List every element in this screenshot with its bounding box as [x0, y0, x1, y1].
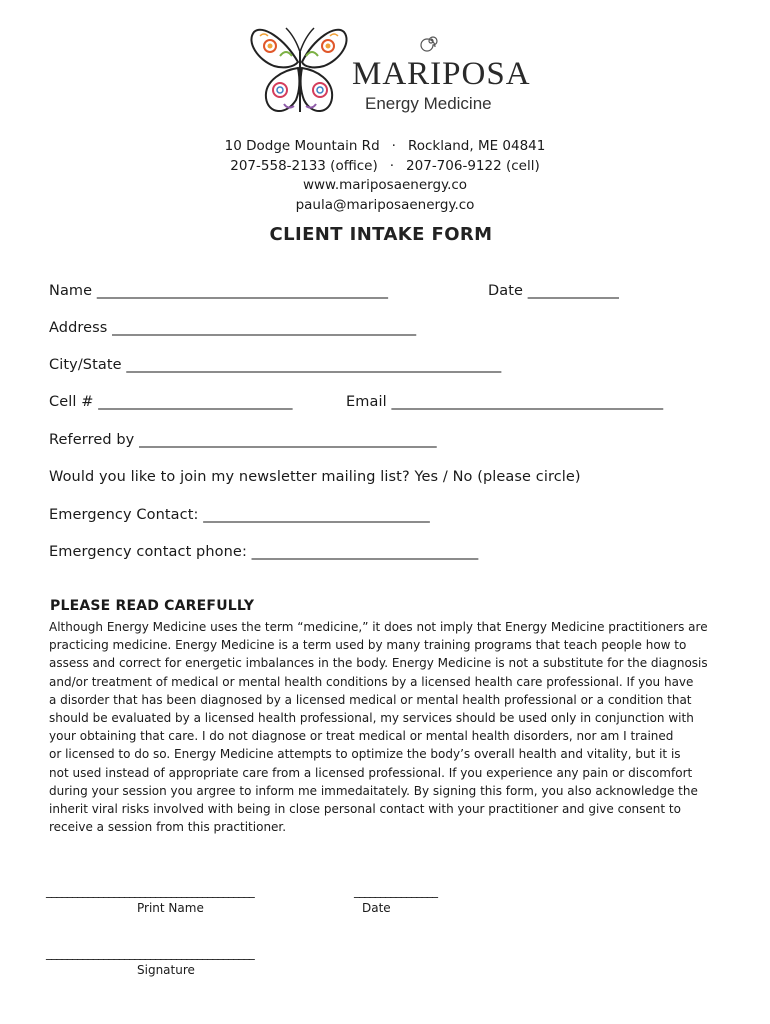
- phone-cell: 207-706-9122 (cell): [406, 157, 540, 174]
- address-blank[interactable]: _______________________________________________: [112, 320, 416, 336]
- logo-name: MARIPOSA: [352, 56, 531, 92]
- notice-title: PLEASE READ CAREFULLY: [50, 598, 255, 614]
- name-blank[interactable]: _____________________________________________: [96, 283, 388, 299]
- notice-line: not used instead of appropriate care from a licensed professional. If you experience any pain or discomfort: [49, 765, 693, 780]
- cell-blank[interactable]: ______________________________: [98, 394, 292, 410]
- form-title: CLIENT INTAKE FORM: [269, 224, 493, 245]
- emergency-contact-field[interactable]: [49, 507, 429, 523]
- date-blank[interactable]: ______________: [527, 283, 619, 299]
- notice-line: assess and correct for energetic imbalances in the body. Energy Medicine is not a substitute for the diagnosis: [49, 656, 708, 671]
- email-address: paula@mariposaenergy.co: [295, 196, 475, 213]
- date-field[interactable]: [488, 283, 618, 299]
- emergency-phone-label: Emergency contact phone:: [49, 544, 247, 560]
- logo-tagline: Energy Medicine: [365, 94, 492, 113]
- address-field[interactable]: [49, 320, 415, 336]
- notice-line: and/or treatment of medical or mental health conditions by a licensed health care professional. If you have: [49, 674, 694, 689]
- emergency-contact-blank[interactable]: ___________________________________: [203, 507, 429, 523]
- signature-date-label: Date: [362, 901, 391, 915]
- referred-label: Referred by: [49, 432, 135, 448]
- separator: ·: [389, 157, 395, 174]
- cell-field[interactable]: [49, 394, 292, 410]
- signature-date-blank[interactable]: ________________: [354, 884, 438, 898]
- cell-label: Cell #: [49, 394, 94, 410]
- website: www.mariposaenergy.co: [302, 177, 468, 193]
- notice-line: a disorder that has been diagnosed by a licensed medical or mental health professional or a condition that: [49, 692, 692, 707]
- address-street: 10 Dodge Mountain Rd: [224, 138, 380, 154]
- notice-body: [49, 618, 729, 836]
- notice-line: Although Energy Medicine uses the term “medicine,” it does not imply that Energy Medicine practitioners are: [49, 620, 708, 634]
- notice-line: your obtaining that care. I do not diagnose or treat medical or mental health disorders, nor am I trained: [49, 729, 674, 744]
- email-field[interactable]: [346, 394, 662, 410]
- name-label: Name: [49, 283, 93, 299]
- newsletter-question[interactable]: Would you like to join my newsletter mailing list? Yes / No (please circle): [49, 469, 581, 485]
- signature-label: Signature: [137, 963, 195, 977]
- notice-line: practicing medicine. Energy Medicine is a term used by many training programs that teach people how to: [49, 638, 687, 653]
- butterfly-icon: [244, 18, 354, 124]
- print-name-label: Print Name: [137, 901, 204, 915]
- name-field[interactable]: [49, 283, 387, 299]
- emergency-phone-blank[interactable]: ___________________________________: [251, 544, 478, 560]
- signature-blank[interactable]: ________________________________________: [46, 946, 255, 960]
- notice-line: or licensed to do so. Energy Medicine attempts to optimize the body’s overall health and vitality, but it is: [49, 747, 681, 762]
- date-label: Date: [488, 283, 524, 299]
- mariposa-logo: [244, 18, 534, 124]
- referred-blank[interactable]: ______________________________________________: [139, 432, 436, 448]
- citystate-blank[interactable]: __________________________________________________________: [126, 357, 501, 373]
- notice-line: should be evaluated by a licensed health professional, my services should be used only in conjunction with: [49, 711, 694, 726]
- email-blank[interactable]: __________________________________________: [391, 394, 663, 410]
- spiral-icon: [420, 30, 442, 52]
- citystate-label: City/State: [49, 357, 122, 373]
- phone-line: [0, 157, 770, 177]
- referred-field[interactable]: [49, 432, 436, 448]
- print-name-blank[interactable]: ________________________________________: [46, 884, 255, 898]
- address-line: [0, 137, 770, 157]
- notice-line: receive a session from this practitioner.: [49, 820, 287, 835]
- emergency-phone-field[interactable]: [49, 544, 477, 560]
- address-city: Rockland, ME 04841: [407, 138, 546, 154]
- contact-block: [0, 137, 770, 215]
- email-label: Email: [346, 394, 387, 410]
- separator: ·: [391, 138, 396, 154]
- citystate-field[interactable]: [49, 357, 501, 373]
- address-label: Address: [49, 320, 108, 336]
- notice-line: during your session you argree to inform me immedaitately. By signing this form, you also acknowledge the: [49, 783, 698, 798]
- notice-line: inherit viral risks involved with being in close personal contact with your practitioner and give consent to: [49, 802, 681, 817]
- phone-office: 207-558-2133 (office): [230, 157, 378, 174]
- emergency-contact-label: Emergency Contact:: [49, 507, 199, 523]
